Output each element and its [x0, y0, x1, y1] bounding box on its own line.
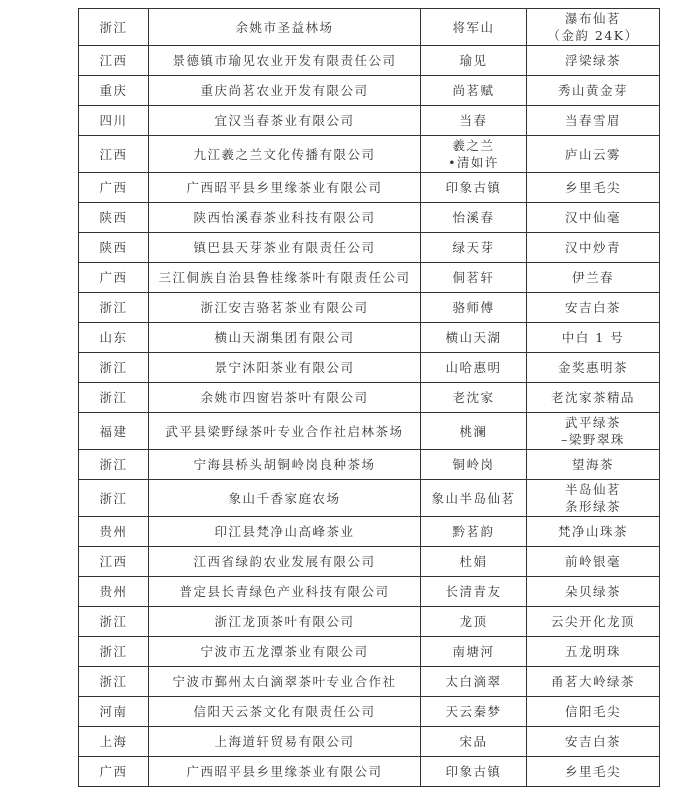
- brand-cell-line: 横山天湖: [445, 330, 502, 345]
- brand-cell: [421, 450, 527, 480]
- brand-cell-line: 山哈惠明: [445, 360, 502, 375]
- company-cell: 三江侗族自治县鲁桂缘茶叶有限责任公司: [149, 263, 421, 293]
- product-cell-line: 梵净山珠茶: [557, 524, 628, 539]
- product-cell-line: 甬茗大岭绿茶: [550, 674, 635, 689]
- province-cell: 河南: [79, 697, 149, 727]
- product-cell: [527, 383, 660, 413]
- table-row: [79, 106, 660, 136]
- table-row: [79, 577, 660, 607]
- table-row: [79, 353, 660, 383]
- company-cell: 宁波市五龙潭茶业有限公司: [149, 637, 421, 667]
- company-cell: 信阳天云茶文化有限责任公司: [149, 697, 421, 727]
- product-cell: [527, 480, 660, 517]
- product-cell-line: 秀山黄金芽: [557, 83, 628, 98]
- province-cell: 浙江: [79, 637, 149, 667]
- company-cell: 景宁沐阳茶业有限公司: [149, 353, 421, 383]
- company-cell: 象山千香家庭农场: [149, 480, 421, 517]
- brand-cell-line: 太白滴翠: [445, 674, 502, 689]
- brand-cell: [421, 637, 527, 667]
- brand-cell-line: 龙顶: [459, 614, 488, 629]
- product-cell: [527, 173, 660, 203]
- brand-cell: [421, 697, 527, 727]
- brand-cell: [421, 106, 527, 136]
- tea-award-table: [78, 8, 660, 787]
- brand-cell: [421, 293, 527, 323]
- brand-cell-line: 尚茗赋: [452, 83, 495, 98]
- brand-cell: [421, 76, 527, 106]
- brand-cell-line: 宋品: [459, 734, 488, 749]
- product-cell: [527, 517, 660, 547]
- product-cell-line: （金韵 24K）: [547, 28, 639, 43]
- brand-cell-line: 将军山: [452, 19, 495, 35]
- product-cell: [527, 106, 660, 136]
- brand-cell-line: 象山半岛仙茗: [431, 490, 516, 506]
- province-cell: 上海: [79, 727, 149, 757]
- brand-cell-line: 天云秦梦: [445, 704, 502, 719]
- brand-cell-line: 瑜见: [459, 53, 488, 68]
- company-cell: 宁波市鄞州太白滴翠茶叶专业合作社: [149, 667, 421, 697]
- company-cell: 江西省绿韵农业发展有限公司: [149, 547, 421, 577]
- product-cell-line: 汉中炒青: [564, 240, 621, 255]
- brand-cell: [421, 233, 527, 263]
- product-cell: [527, 697, 660, 727]
- province-cell: 浙江: [79, 667, 149, 697]
- province-cell: 陕西: [79, 233, 149, 263]
- company-cell: 宁海县桥头胡铜岭岗良种茶场: [149, 450, 421, 480]
- province-cell: 山东: [79, 323, 149, 353]
- table-row: [79, 136, 660, 173]
- product-cell-line: 条形绿茶: [564, 499, 621, 514]
- product-cell-line: 中白 1 号: [561, 330, 625, 345]
- company-cell: 广西昭平县乡里缘茶业有限公司: [149, 757, 421, 787]
- table-row: [79, 480, 660, 517]
- product-cell-line: 前岭银毫: [564, 554, 621, 569]
- province-cell: 浙江: [79, 450, 149, 480]
- brand-cell-line: 黔茗韵: [452, 524, 495, 539]
- table-row: [79, 413, 660, 450]
- table-row: [79, 667, 660, 697]
- brand-cell: [421, 607, 527, 637]
- table-row: [79, 757, 660, 787]
- product-cell-line: 金奖惠明茶: [557, 360, 628, 375]
- company-cell: 印江县梵净山高峰茶业: [149, 517, 421, 547]
- company-cell: 浙江安吉骆茗茶业有限公司: [149, 293, 421, 323]
- table-body: [79, 9, 660, 787]
- product-cell: [527, 263, 660, 293]
- product-cell: [527, 413, 660, 450]
- product-cell: [527, 577, 660, 607]
- brand-cell: [421, 203, 527, 233]
- product-cell-line: 瀑布仙茗: [564, 11, 621, 26]
- brand-cell: [421, 9, 527, 46]
- table-row: [79, 203, 660, 233]
- product-cell-line: 老沈家茶精品: [550, 390, 635, 405]
- brand-cell: [421, 517, 527, 547]
- table-row: [79, 727, 660, 757]
- product-cell-line: 乡里毛尖: [564, 180, 621, 195]
- table-row: [79, 46, 660, 76]
- product-cell: [527, 727, 660, 757]
- table-row: [79, 383, 660, 413]
- province-cell: 浙江: [79, 293, 149, 323]
- company-cell: 横山天湖集团有限公司: [149, 323, 421, 353]
- product-cell: [527, 450, 660, 480]
- product-cell-line: 武平绿茶: [564, 415, 621, 430]
- table-row: [79, 293, 660, 323]
- brand-cell: [421, 667, 527, 697]
- table-row: [79, 76, 660, 106]
- product-cell-line: 庐山云雾: [564, 146, 621, 162]
- province-cell: 浙江: [79, 383, 149, 413]
- company-cell: 镇巴县天芽茶业有限责任公司: [149, 233, 421, 263]
- province-cell: 浙江: [79, 9, 149, 46]
- company-cell: 广西昭平县乡里缘茶业有限公司: [149, 173, 421, 203]
- company-cell: 余姚市圣益林场: [149, 9, 421, 46]
- brand-cell: [421, 46, 527, 76]
- brand-cell: [421, 353, 527, 383]
- product-cell: [527, 203, 660, 233]
- product-cell-line: –梁野翠珠: [561, 432, 625, 447]
- product-cell-line: 信阳毛尖: [564, 704, 621, 719]
- brand-cell-line: 印象古镇: [445, 180, 502, 195]
- province-cell: 陕西: [79, 203, 149, 233]
- product-cell-line: 伊兰春: [571, 270, 614, 285]
- brand-cell-line: 侗茗轩: [452, 270, 495, 285]
- province-cell: 贵州: [79, 517, 149, 547]
- company-cell: 陕西怡溪春茶业科技有限公司: [149, 203, 421, 233]
- table-row: [79, 9, 660, 46]
- table-row: [79, 450, 660, 480]
- brand-cell-line: 绿天芽: [452, 240, 495, 255]
- product-cell-line: 浮梁绿茶: [564, 53, 621, 68]
- company-cell: 重庆尚茗农业开发有限公司: [149, 76, 421, 106]
- product-cell-line: 望海茶: [571, 457, 614, 472]
- province-cell: 贵州: [79, 577, 149, 607]
- brand-cell-line: 桃澜: [459, 423, 488, 439]
- brand-cell: [421, 136, 527, 173]
- brand-cell: [421, 383, 527, 413]
- product-cell: [527, 757, 660, 787]
- province-cell: 四川: [79, 106, 149, 136]
- product-cell-line: 半岛仙茗: [564, 482, 621, 497]
- brand-cell: [421, 323, 527, 353]
- company-cell: 浙江龙顶茶叶有限公司: [149, 607, 421, 637]
- product-cell-line: 乡里毛尖: [564, 764, 621, 779]
- brand-cell: [421, 547, 527, 577]
- product-cell: [527, 46, 660, 76]
- brand-cell: [421, 480, 527, 517]
- province-cell: 广西: [79, 263, 149, 293]
- product-cell-line: 安吉白茶: [564, 734, 621, 749]
- brand-cell-line: 羲之兰: [452, 138, 495, 153]
- company-cell: 武平县梁野绿茶叶专业合作社启林茶场: [149, 413, 421, 450]
- province-cell: 江西: [79, 46, 149, 76]
- product-cell-line: 当春雪眉: [564, 113, 621, 128]
- brand-cell-line: 骆师傅: [452, 300, 495, 315]
- company-cell: 景德镇市瑜见农业开发有限责任公司: [149, 46, 421, 76]
- product-cell-line: 云尖开化龙顶: [550, 614, 635, 629]
- brand-cell: [421, 413, 527, 450]
- brand-cell: [421, 577, 527, 607]
- province-cell: 重庆: [79, 76, 149, 106]
- product-cell: [527, 233, 660, 263]
- province-cell: 浙江: [79, 607, 149, 637]
- brand-cell-line: •清如许: [448, 155, 499, 170]
- brand-cell-line: 南塘河: [452, 644, 495, 659]
- product-cell: [527, 9, 660, 46]
- brand-cell-line: 杜娟: [459, 554, 488, 569]
- product-cell: [527, 136, 660, 173]
- brand-cell-line: 当春: [459, 113, 488, 128]
- province-cell: 浙江: [79, 353, 149, 383]
- province-cell: 福建: [79, 413, 149, 450]
- table-row: [79, 323, 660, 353]
- company-cell: 宜汉当春茶业有限公司: [149, 106, 421, 136]
- table-row: [79, 173, 660, 203]
- brand-cell: [421, 173, 527, 203]
- brand-cell: [421, 263, 527, 293]
- company-cell: 九江羲之兰文化传播有限公司: [149, 136, 421, 173]
- table-row: [79, 607, 660, 637]
- table-row: [79, 547, 660, 577]
- product-cell: [527, 607, 660, 637]
- product-cell: [527, 547, 660, 577]
- brand-cell-line: 印象古镇: [445, 764, 502, 779]
- brand-cell: [421, 757, 527, 787]
- province-cell: 江西: [79, 136, 149, 173]
- province-cell: 江西: [79, 547, 149, 577]
- table-row: [79, 517, 660, 547]
- product-cell-line: 朵贝绿茶: [564, 584, 621, 599]
- product-cell: [527, 637, 660, 667]
- product-cell: [527, 76, 660, 106]
- company-cell: 普定县长青绿色产业科技有限公司: [149, 577, 421, 607]
- table-row: [79, 637, 660, 667]
- product-cell-line: 汉中仙毫: [564, 210, 621, 225]
- product-cell-line: 五龙明珠: [564, 644, 621, 659]
- brand-cell: [421, 727, 527, 757]
- brand-cell-line: 长清青友: [445, 584, 502, 599]
- company-cell: 余姚市四窗岩茶叶有限公司: [149, 383, 421, 413]
- province-cell: 广西: [79, 757, 149, 787]
- product-cell-line: 安吉白茶: [564, 300, 621, 315]
- company-cell: 上海道轩贸易有限公司: [149, 727, 421, 757]
- table-row: [79, 233, 660, 263]
- brand-cell-line: 老沈家: [452, 390, 495, 405]
- province-cell: 浙江: [79, 480, 149, 517]
- table-row: [79, 697, 660, 727]
- brand-cell-line: 怡溪春: [452, 210, 495, 225]
- province-cell: 广西: [79, 173, 149, 203]
- product-cell: [527, 323, 660, 353]
- product-cell: [527, 293, 660, 323]
- table-row: [79, 263, 660, 293]
- brand-cell-line: 铜岭岗: [452, 457, 495, 472]
- product-cell: [527, 667, 660, 697]
- product-cell: [527, 353, 660, 383]
